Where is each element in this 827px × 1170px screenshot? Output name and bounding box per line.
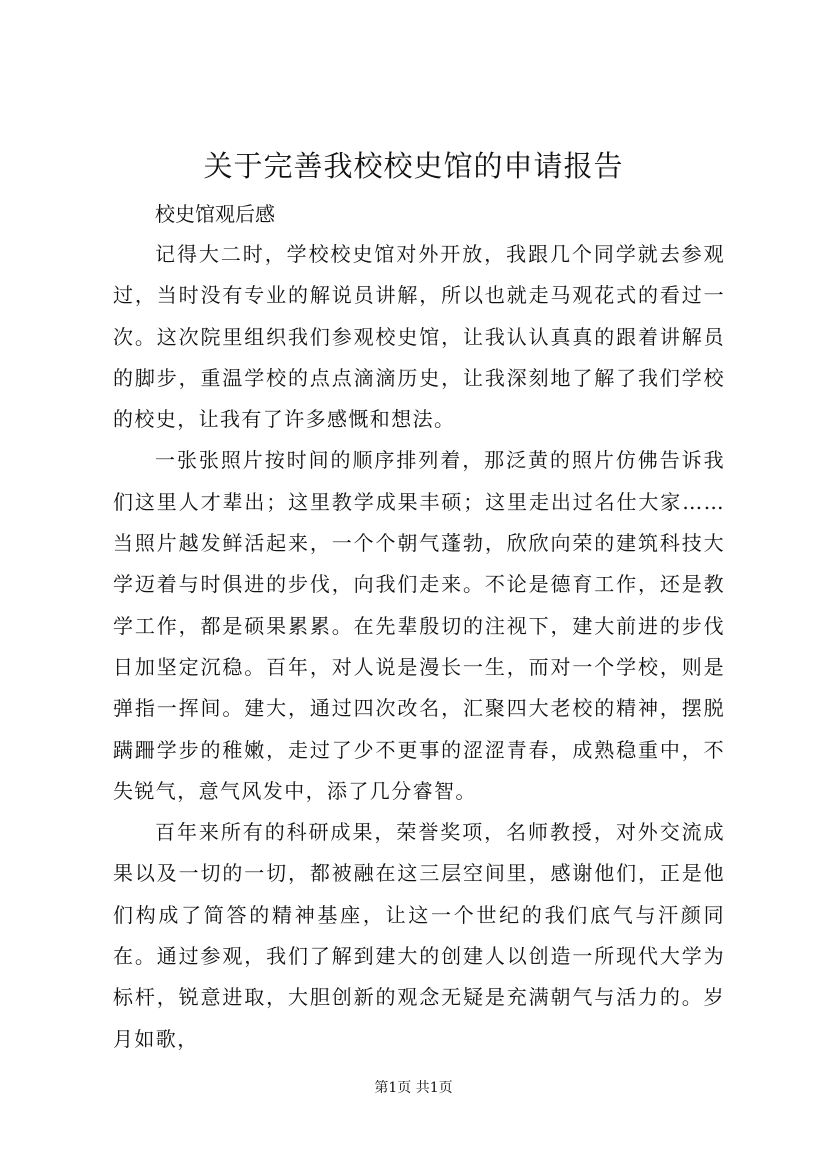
document-subtitle: 校史馆观后感 [155, 202, 275, 226]
document-body [113, 194, 725, 1060]
paragraph: 一张张照片按时间的顺序排列着，那泛黄的照片仿佛告诉我们这里人才辈出；这里教学成果丰硕；这里走出过名仕大家……当照片越发鲜活起来，一个个朝气蓬勃，欣欣向荣的建筑科技大学迈着与时俱进的步伐，向我们走来。不论是德育工作，还是教学工作，都是硕果累累。在先辈殷切的注视下，建大前进的步伐日加坚定沉稳。百年，对人说是漫长一生，而对一个学校，则是弹指一挥间。建大，通过四次改名，汇聚四大老校的精神，摆脱蹒跚学步的稚嫩，走过了少不更事的涩涩青春，成熟稳重中，不失锐气，意气风发中，添了几分睿智。 [113, 448, 725, 803]
document-title: 关于完善我校校史馆的申请报告 [203, 149, 624, 183]
paragraph: 百年来所有的科研成果，荣誉奖项，名师教授，对外交流成果以及一切的一切，都被融在这三层空间里，感谢他们，正是他们构成了简答的精神基座，让这一个世纪的我们底气与汗颜同在。通过参观，我们了解到建大的创建人以创造一所现代大学为标杆，锐意进取，大胆创新的观念无疑是充满朝气与活力的。岁月如歌， [113, 820, 725, 1051]
page-number-footer: 第1页 共1页 [374, 1080, 453, 1096]
paragraph: 记得大二时，学校校史馆对外开放，我跟几个同学就去参观过，当时没有专业的解说员讲解，所以也就走马观花式的看过一次。这次院里组织我们参观校史馆，让我认认真真的跟着讲解员的脚步，重温学校的点点滴滴历史，让我深刻地了解了我们学校的校史，让我有了许多感慨和想法。 [113, 242, 725, 432]
